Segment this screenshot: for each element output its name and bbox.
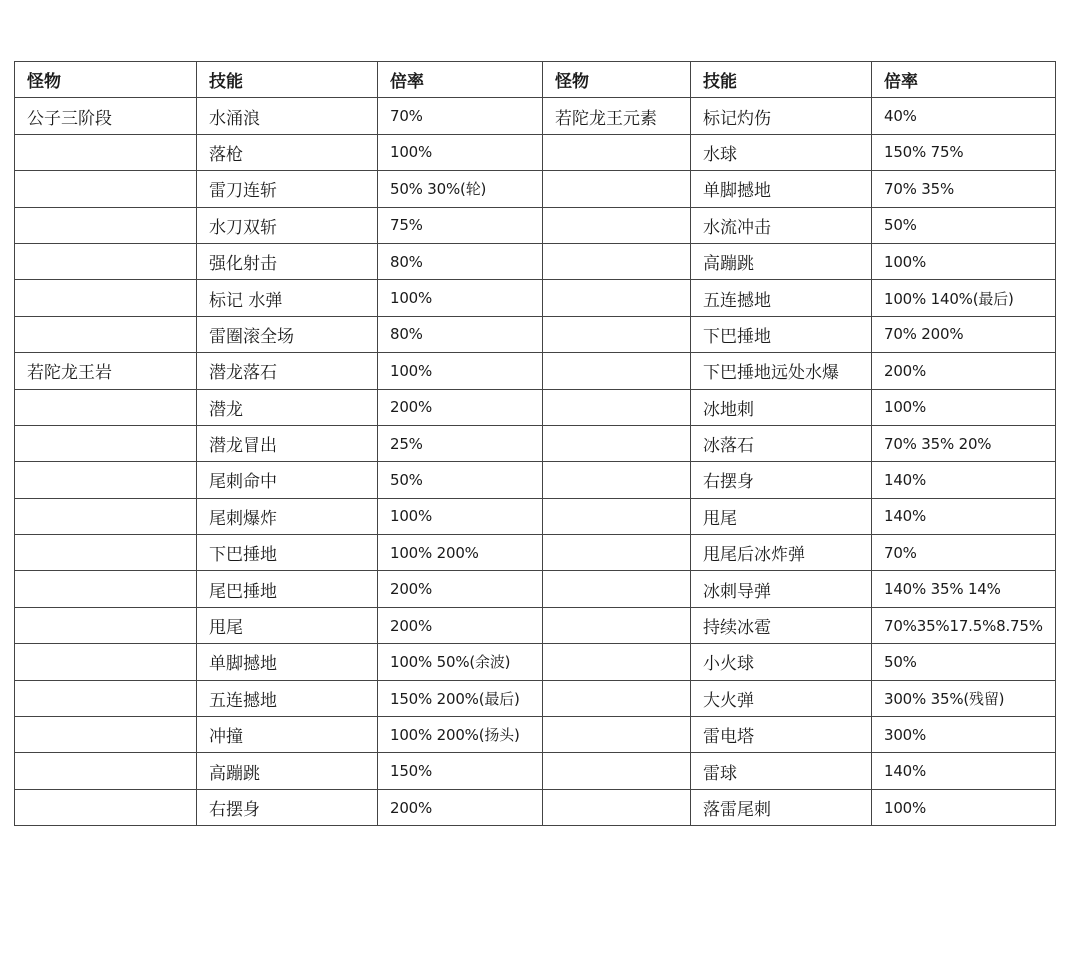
header-row bbox=[15, 62, 1056, 98]
monster-cell bbox=[543, 607, 691, 643]
monster-cell bbox=[543, 243, 691, 279]
rate-cell: 100% bbox=[378, 280, 543, 316]
skill-cell: 潜龙 bbox=[197, 389, 378, 425]
monster-cell bbox=[15, 644, 197, 680]
table-row bbox=[15, 717, 1056, 753]
monster-cell bbox=[543, 535, 691, 571]
skill-cell: 落枪 bbox=[197, 134, 378, 170]
skill-multiplier-table bbox=[14, 61, 1056, 826]
rate-cell: 80% bbox=[378, 243, 543, 279]
table-row bbox=[15, 98, 1056, 134]
skill-cell: 高蹦跳 bbox=[691, 243, 872, 279]
rate-cell: 100% 140%(最后) bbox=[872, 280, 1056, 316]
rate-cell: 200% bbox=[378, 389, 543, 425]
skill-cell: 甩尾 bbox=[197, 607, 378, 643]
skill-cell: 水球 bbox=[691, 134, 872, 170]
skill-cell: 标记灼伤 bbox=[691, 98, 872, 134]
table-row bbox=[15, 535, 1056, 571]
rate-cell: 80% bbox=[378, 316, 543, 352]
skill-cell: 雷电塔 bbox=[691, 717, 872, 753]
rate-cell: 75% bbox=[378, 207, 543, 243]
monster-cell bbox=[15, 680, 197, 716]
skill-cell: 尾巴捶地 bbox=[197, 571, 378, 607]
monster-cell bbox=[543, 680, 691, 716]
monster-cell bbox=[543, 353, 691, 389]
rate-cell: 100% 50%(余波) bbox=[378, 644, 543, 680]
skill-cell: 高蹦跳 bbox=[197, 753, 378, 789]
skill-cell: 潜龙冒出 bbox=[197, 425, 378, 461]
rate-cell: 100% 200% bbox=[378, 535, 543, 571]
monster-cell bbox=[15, 243, 197, 279]
skill-cell: 右摆身 bbox=[197, 789, 378, 825]
skill-cell: 五连撼地 bbox=[197, 680, 378, 716]
rate-cell: 70% 35% 20% bbox=[872, 425, 1056, 461]
skill-cell: 水涌浪 bbox=[197, 98, 378, 134]
monster-cell bbox=[15, 316, 197, 352]
rate-cell: 200% bbox=[872, 353, 1056, 389]
header-monster-2: 怪物 bbox=[543, 62, 691, 98]
monster-cell bbox=[15, 389, 197, 425]
skill-cell: 甩尾后冰炸弹 bbox=[691, 535, 872, 571]
rate-cell: 140% bbox=[872, 753, 1056, 789]
monster-cell: 若陀龙王岩 bbox=[15, 353, 197, 389]
monster-cell bbox=[543, 280, 691, 316]
skill-cell: 大火弹 bbox=[691, 680, 872, 716]
monster-cell bbox=[543, 717, 691, 753]
rate-cell: 150% bbox=[378, 753, 543, 789]
skill-cell: 尾刺爆炸 bbox=[197, 498, 378, 534]
skill-cell: 冰刺导弹 bbox=[691, 571, 872, 607]
rate-cell: 200% bbox=[378, 789, 543, 825]
table-row bbox=[15, 134, 1056, 170]
rate-cell: 50% bbox=[872, 644, 1056, 680]
monster-cell bbox=[15, 134, 197, 170]
monster-cell bbox=[15, 607, 197, 643]
monster-cell bbox=[15, 462, 197, 498]
rate-cell: 25% bbox=[378, 425, 543, 461]
rate-cell: 140% 35% 14% bbox=[872, 571, 1056, 607]
monster-cell bbox=[543, 789, 691, 825]
table-row bbox=[15, 353, 1056, 389]
table-row bbox=[15, 680, 1056, 716]
skill-cell: 雷圈滚全场 bbox=[197, 316, 378, 352]
monster-cell bbox=[543, 134, 691, 170]
header-rate-2: 倍率 bbox=[872, 62, 1056, 98]
rate-cell: 70%35%17.5%8.75% bbox=[872, 607, 1056, 643]
rate-cell: 150% 200%(最后) bbox=[378, 680, 543, 716]
skill-cell: 下巴捶地 bbox=[197, 535, 378, 571]
rate-cell: 50% bbox=[378, 462, 543, 498]
skill-cell: 甩尾 bbox=[691, 498, 872, 534]
rate-cell: 70% 200% bbox=[872, 316, 1056, 352]
rate-cell: 300% bbox=[872, 717, 1056, 753]
skill-cell: 单脚撼地 bbox=[197, 644, 378, 680]
rate-cell: 70% bbox=[872, 535, 1056, 571]
table-row bbox=[15, 389, 1056, 425]
monster-cell bbox=[543, 571, 691, 607]
monster-cell bbox=[543, 171, 691, 207]
skill-multiplier-table-container bbox=[14, 61, 1056, 826]
skill-cell: 冰地刺 bbox=[691, 389, 872, 425]
monster-cell bbox=[543, 425, 691, 461]
table-row bbox=[15, 644, 1056, 680]
skill-cell: 冰落石 bbox=[691, 425, 872, 461]
table-row bbox=[15, 571, 1056, 607]
rate-cell: 140% bbox=[872, 498, 1056, 534]
rate-cell: 200% bbox=[378, 607, 543, 643]
table-row bbox=[15, 425, 1056, 461]
monster-cell bbox=[543, 462, 691, 498]
monster-cell bbox=[15, 280, 197, 316]
table-row bbox=[15, 607, 1056, 643]
skill-cell: 五连撼地 bbox=[691, 280, 872, 316]
monster-cell bbox=[15, 789, 197, 825]
header-skill-1: 技能 bbox=[197, 62, 378, 98]
table-row bbox=[15, 280, 1056, 316]
monster-cell bbox=[15, 207, 197, 243]
skill-cell: 雷刀连斩 bbox=[197, 171, 378, 207]
skill-cell: 潜龙落石 bbox=[197, 353, 378, 389]
monster-cell bbox=[543, 644, 691, 680]
monster-cell bbox=[543, 753, 691, 789]
skill-cell: 水流冲击 bbox=[691, 207, 872, 243]
monster-cell bbox=[543, 316, 691, 352]
skill-cell: 强化射击 bbox=[197, 243, 378, 279]
table-body bbox=[15, 98, 1056, 826]
monster-cell bbox=[543, 207, 691, 243]
table-row bbox=[15, 753, 1056, 789]
skill-cell: 持续冰雹 bbox=[691, 607, 872, 643]
skill-cell: 下巴捶地远处水爆 bbox=[691, 353, 872, 389]
rate-cell: 100% 200%(扬头) bbox=[378, 717, 543, 753]
monster-cell: 若陀龙王元素 bbox=[543, 98, 691, 134]
rate-cell: 140% bbox=[872, 462, 1056, 498]
skill-cell: 下巴捶地 bbox=[691, 316, 872, 352]
header-rate-1: 倍率 bbox=[378, 62, 543, 98]
rate-cell: 70% bbox=[378, 98, 543, 134]
rate-cell: 50% 30%(轮) bbox=[378, 171, 543, 207]
table-row bbox=[15, 498, 1056, 534]
table-row bbox=[15, 789, 1056, 825]
rate-cell: 70% 35% bbox=[872, 171, 1056, 207]
skill-cell: 右摆身 bbox=[691, 462, 872, 498]
skill-cell: 雷球 bbox=[691, 753, 872, 789]
skill-cell: 小火球 bbox=[691, 644, 872, 680]
monster-cell bbox=[15, 535, 197, 571]
rate-cell: 200% bbox=[378, 571, 543, 607]
rate-cell: 100% bbox=[872, 389, 1056, 425]
table-row bbox=[15, 316, 1056, 352]
skill-cell: 标记 水弹 bbox=[197, 280, 378, 316]
monster-cell bbox=[15, 498, 197, 534]
rate-cell: 100% bbox=[378, 353, 543, 389]
monster-cell bbox=[15, 717, 197, 753]
monster-cell bbox=[543, 389, 691, 425]
skill-cell: 落雷尾刺 bbox=[691, 789, 872, 825]
monster-cell: 公子三阶段 bbox=[15, 98, 197, 134]
skill-cell: 单脚撼地 bbox=[691, 171, 872, 207]
rate-cell: 100% bbox=[378, 134, 543, 170]
monster-cell bbox=[543, 498, 691, 534]
rate-cell: 100% bbox=[378, 498, 543, 534]
rate-cell: 50% bbox=[872, 207, 1056, 243]
table-row bbox=[15, 207, 1056, 243]
table-row bbox=[15, 243, 1056, 279]
monster-cell bbox=[15, 425, 197, 461]
rate-cell: 100% bbox=[872, 789, 1056, 825]
header-monster-1: 怪物 bbox=[15, 62, 197, 98]
skill-cell: 尾刺命中 bbox=[197, 462, 378, 498]
monster-cell bbox=[15, 753, 197, 789]
table-row bbox=[15, 171, 1056, 207]
rate-cell: 300% 35%(残留) bbox=[872, 680, 1056, 716]
monster-cell bbox=[15, 171, 197, 207]
skill-cell: 冲撞 bbox=[197, 717, 378, 753]
header-skill-2: 技能 bbox=[691, 62, 872, 98]
monster-cell bbox=[15, 571, 197, 607]
rate-cell: 150% 75% bbox=[872, 134, 1056, 170]
table-row bbox=[15, 462, 1056, 498]
skill-cell: 水刀双斩 bbox=[197, 207, 378, 243]
rate-cell: 100% bbox=[872, 243, 1056, 279]
rate-cell: 40% bbox=[872, 98, 1056, 134]
